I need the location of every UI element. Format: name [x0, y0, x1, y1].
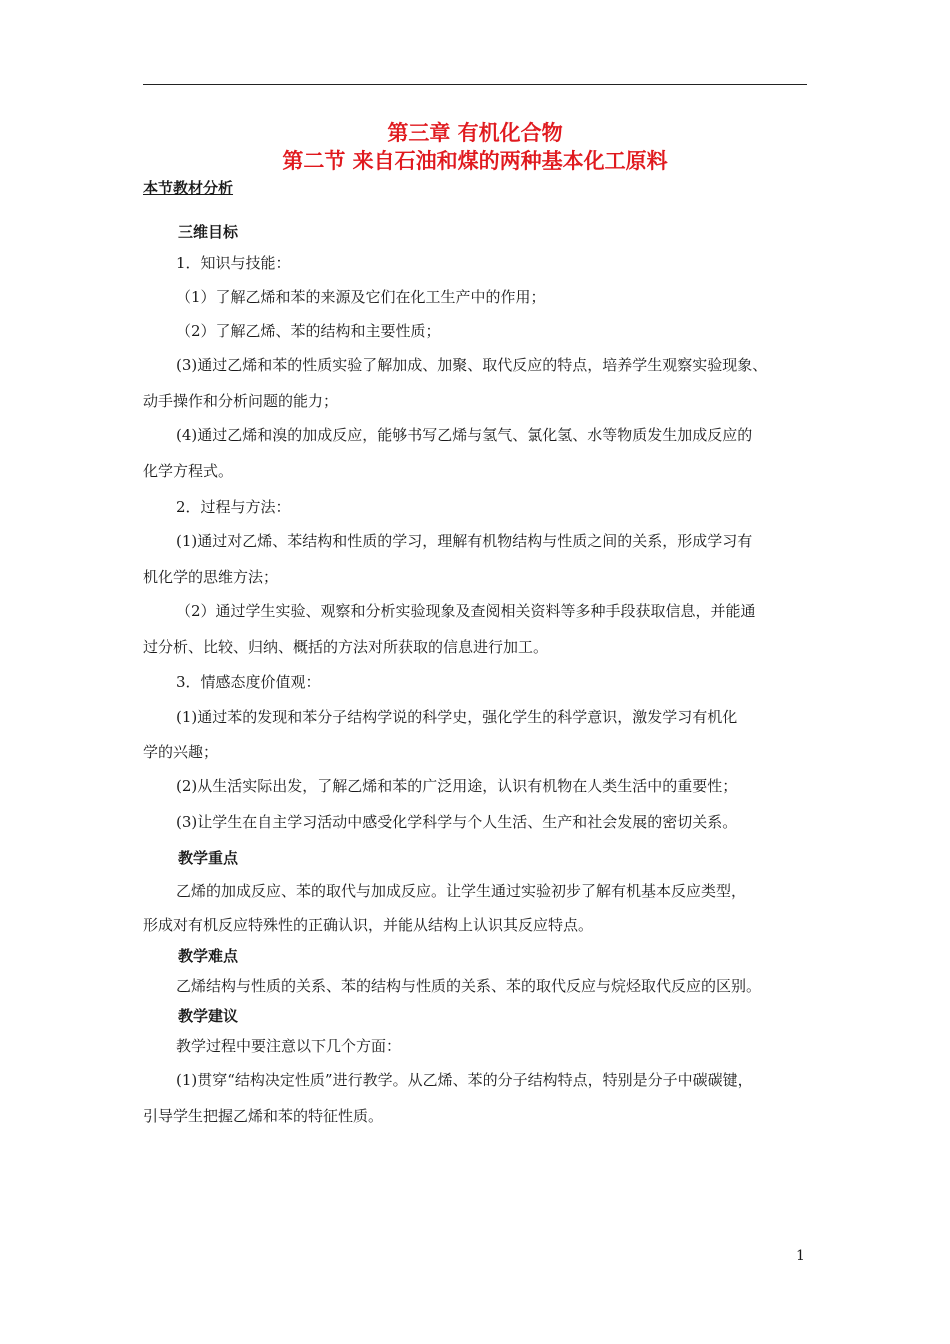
header-rule	[143, 84, 807, 85]
suggestion-heading: 教学建议	[178, 1007, 239, 1025]
knowledge-item-1: （1）了解乙烯和苯的来源及它们在化工生产中的作用；	[176, 288, 546, 306]
difficulty-heading: 教学难点	[178, 947, 239, 965]
process-heading: 2．过程与方法：	[176, 498, 291, 516]
key-text-a: 乙烯的加成反应、苯的取代与加成反应。让学生通过实验初步了解有机基本反应类型，	[176, 882, 747, 900]
emotion-item-2: (2)从生活实际出发，了解乙烯和苯的广泛用途，认识有机物在人类生活中的重要性；	[176, 777, 738, 795]
emotion-item-3: (3)让学生在自主学习活动中感受化学科学与个人生活、生产和社会发展的密切关系。	[176, 813, 738, 831]
process-item-2a: （2）通过学生实验、观察和分析实验现象及查阅相关资料等多种手段获取信息，并能通	[176, 602, 756, 620]
knowledge-heading: 1．知识与技能：	[176, 254, 291, 272]
knowledge-item-3a: (3)通过乙烯和苯的性质实验了解加成、加聚、取代反应的特点，培养学生观察实验现象、	[176, 356, 768, 374]
knowledge-item-4a: (4)通过乙烯和溴的加成反应，能够书写乙烯与氢气、氯化氢、水等物质发生加成反应的	[176, 426, 753, 444]
emotion-item-1b: 学的兴趣；	[143, 743, 219, 761]
knowledge-item-3b: 动手操作和分析问题的能力；	[143, 392, 339, 410]
key-heading: 教学重点	[178, 849, 239, 867]
suggestion-item-1a: (1)贯穿“结构决定性质”进行教学。从乙烯、苯的分子结构特点，特别是分子中碳碳键，	[176, 1071, 753, 1089]
chapter-title: 第三章 有机化合物	[387, 121, 563, 145]
process-item-1a: (1)通过对乙烯、苯结构和性质的学习，理解有机物结构与性质之间的关系，形成学习有	[176, 532, 753, 550]
page-number: 1	[796, 1248, 805, 1264]
knowledge-item-4b: 化学方程式。	[143, 462, 234, 480]
goals-heading: 三维目标	[178, 223, 239, 241]
emotion-item-1a: (1)通过苯的发现和苯分子结构学说的科学史，强化学生的科学意识，激发学习有机化	[176, 708, 738, 726]
process-item-1b: 机化学的思维方法；	[143, 568, 279, 586]
suggestion-intro: 教学过程中要注意以下几个方面：	[176, 1037, 402, 1055]
suggestion-item-1b: 引导学生把握乙烯和苯的特征性质。	[143, 1107, 384, 1125]
difficulty-text: 乙烯结构与性质的关系、苯的结构与性质的关系、苯的取代反应与烷烃取代反应的区别。	[176, 977, 762, 995]
key-text-b: 形成对有机反应特殊性的正确认识，并能从结构上认识其反应特点。	[143, 916, 594, 934]
analysis-heading: 本节教材分析	[143, 179, 234, 197]
emotion-heading: 3．情感态度价值观：	[176, 673, 321, 691]
process-item-2b: 过分析、比较、归纳、概括的方法对所获取的信息进行加工。	[143, 638, 549, 656]
knowledge-item-2: （2）了解乙烯、苯的结构和主要性质；	[176, 322, 441, 340]
section-title: 第二节 来自石油和煤的两种基本化工原料	[282, 149, 668, 173]
